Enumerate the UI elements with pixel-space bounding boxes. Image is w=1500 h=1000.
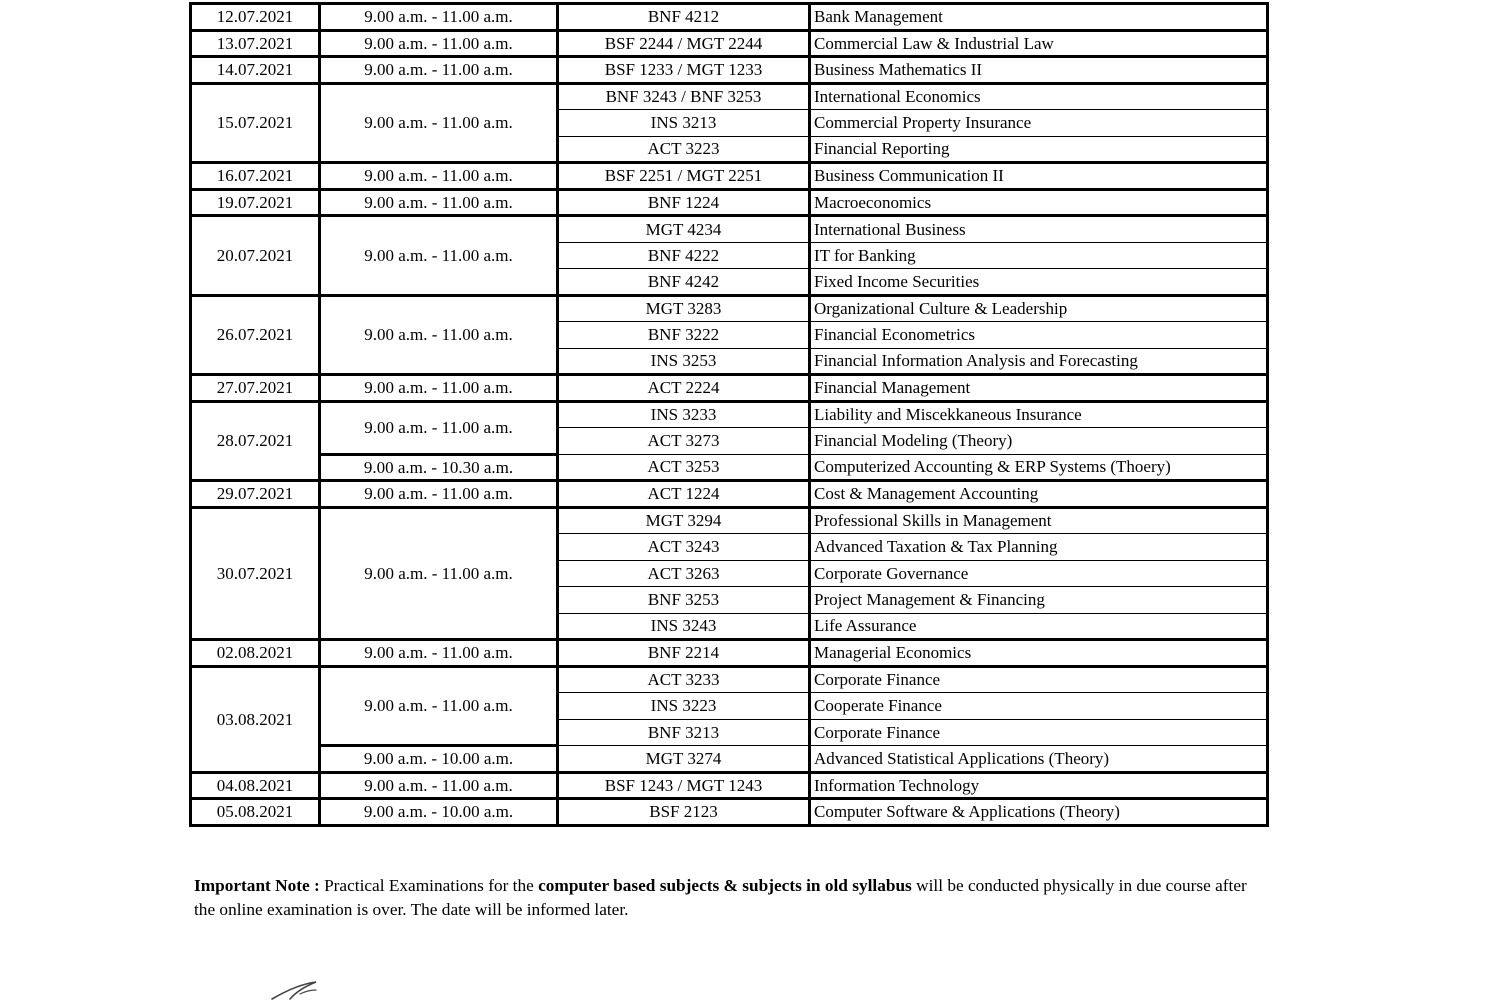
exam-time: 9.00 a.m. - 11.00 a.m. [320,295,558,375]
exam-date: 16.07.2021 [191,163,320,190]
subject-code: BNF 3253 [558,587,810,614]
subject-code: ACT 3273 [558,428,810,455]
exam-date: 03.08.2021 [191,666,320,772]
subject-code: ACT 3233 [558,666,810,693]
exam-time: 9.00 a.m. - 10.00 a.m. [320,799,558,826]
subject-name: Cost & Management Accounting [810,481,1268,508]
subject-code: ACT 3243 [558,534,810,561]
table-row [191,57,1268,84]
exam-time: 9.00 a.m. - 11.00 a.m. [320,401,558,454]
exam-time: 9.00 a.m. - 10.30 a.m. [320,454,558,481]
subject-name: Macroeconomics [810,189,1268,216]
exam-time: 9.00 a.m. - 11.00 a.m. [320,189,558,216]
subject-code: BNF 4242 [558,269,810,296]
exam-date: 14.07.2021 [191,57,320,84]
subject-code: BSF 1233 / MGT 1233 [558,57,810,84]
subject-name: Financial Information Analysis and Forecasting [810,348,1268,375]
subject-name: IT for Banking [810,242,1268,269]
table-row [191,189,1268,216]
subject-code: MGT 4234 [558,216,810,243]
table-row [191,799,1268,826]
subject-code: BNF 4222 [558,242,810,269]
exam-time: 9.00 a.m. - 10.00 a.m. [320,746,558,773]
subject-code: MGT 3274 [558,746,810,773]
exam-date: 15.07.2021 [191,83,320,163]
subject-code: BSF 1243 / MGT 1243 [558,772,810,799]
table-row [191,666,1268,693]
subject-code: INS 3233 [558,401,810,428]
subject-code: ACT 2224 [558,375,810,402]
exam-time: 9.00 a.m. - 11.00 a.m. [320,375,558,402]
table-row [191,4,1268,31]
subject-name: Corporate Finance [810,666,1268,693]
subject-name: International Economics [810,83,1268,110]
exam-date: 20.07.2021 [191,216,320,296]
subject-name: Business Communication II [810,163,1268,190]
subject-name: Corporate Finance [810,719,1268,746]
exam-time: 9.00 a.m. - 11.00 a.m. [320,83,558,163]
exam-date: 05.08.2021 [191,799,320,826]
exam-time: 9.00 a.m. - 11.00 a.m. [320,481,558,508]
signature-mark [270,978,330,1000]
subject-code: BSF 2244 / MGT 2244 [558,30,810,57]
subject-code: INS 3243 [558,613,810,640]
table-row [191,163,1268,190]
subject-code: BNF 2214 [558,640,810,667]
subject-name: Professional Skills in Management [810,507,1268,534]
subject-name: Business Mathematics II [810,57,1268,84]
table-row [191,83,1268,110]
exam-date: 04.08.2021 [191,772,320,799]
table-row [191,295,1268,322]
exam-date: 27.07.2021 [191,375,320,402]
table-row [191,30,1268,57]
exam-date: 28.07.2021 [191,401,320,481]
table-row [191,507,1268,534]
subject-name: Managerial Economics [810,640,1268,667]
subject-name: Commercial Property Insurance [810,110,1268,137]
subject-name: Organizational Culture & Leadership [810,295,1268,322]
subject-name: Advanced Taxation & Tax Planning [810,534,1268,561]
exam-time: 9.00 a.m. - 11.00 a.m. [320,772,558,799]
subject-name: Computer Software & Applications (Theory) [810,799,1268,826]
table-row [191,375,1268,402]
subject-code: BNF 3222 [558,322,810,349]
subject-code: INS 3223 [558,693,810,720]
exam-time: 9.00 a.m. - 11.00 a.m. [320,640,558,667]
subject-name: Financial Modeling (Theory) [810,428,1268,455]
subject-code: BSF 2123 [558,799,810,826]
subject-code: BNF 1224 [558,189,810,216]
note-text-part-2: will be conducted physically in due course after the online examination is over. The date will be informed later. [194,876,1247,919]
subject-name: Commercial Law & Industrial Law [810,30,1268,57]
exam-time: 9.00 a.m. - 11.00 a.m. [320,216,558,296]
important-note [194,874,1264,922]
subject-code: MGT 3294 [558,507,810,534]
exam-time: 9.00 a.m. - 11.00 a.m. [320,30,558,57]
subject-code: ACT 3263 [558,560,810,587]
table-row [191,640,1268,667]
subject-code: INS 3253 [558,348,810,375]
subject-name: Financial Econometrics [810,322,1268,349]
subject-code: ACT 3253 [558,454,810,481]
subject-code: BNF 3213 [558,719,810,746]
subject-code: BNF 4212 [558,4,810,31]
exam-date: 12.07.2021 [191,4,320,31]
subject-name: Corporate Governance [810,560,1268,587]
subject-code: ACT 1224 [558,481,810,508]
table-row [191,216,1268,243]
subject-name: Financial Management [810,375,1268,402]
subject-code: MGT 3283 [558,295,810,322]
exam-date: 19.07.2021 [191,189,320,216]
exam-time: 9.00 a.m. - 11.00 a.m. [320,507,558,640]
exam-time: 9.00 a.m. - 11.00 a.m. [320,666,558,746]
exam-time: 9.00 a.m. - 11.00 a.m. [320,4,558,31]
table-row [191,401,1268,428]
subject-code: BSF 2251 / MGT 2251 [558,163,810,190]
exam-date: 02.08.2021 [191,640,320,667]
subject-name: Advanced Statistical Applications (Theory) [810,746,1268,773]
table-row [191,481,1268,508]
subject-code: ACT 3223 [558,136,810,163]
note-label: Important Note : [194,876,320,895]
exam-date: 30.07.2021 [191,507,320,640]
subject-name: International Business [810,216,1268,243]
exam-date: 26.07.2021 [191,295,320,375]
exam-time: 9.00 a.m. - 11.00 a.m. [320,163,558,190]
subject-code: BNF 3243 / BNF 3253 [558,83,810,110]
subject-name: Life Assurance [810,613,1268,640]
subject-name: Liability and Miscekkaneous Insurance [810,401,1268,428]
exam-timetable [189,2,1269,827]
table-row [191,772,1268,799]
table-row [191,454,1268,481]
subject-name: Information Technology [810,772,1268,799]
exam-date: 13.07.2021 [191,30,320,57]
note-emphasis: computer based subjects & subjects in old syllabus [538,876,912,895]
subject-name: Fixed Income Securities [810,269,1268,296]
table-row [191,746,1268,773]
note-text-part-1: Practical Examinations for the [319,876,539,895]
subject-name: Bank Management [810,4,1268,31]
exam-date: 29.07.2021 [191,481,320,508]
exam-time: 9.00 a.m. - 11.00 a.m. [320,57,558,84]
subject-name: Cooperate Finance [810,693,1268,720]
subject-code: INS 3213 [558,110,810,137]
subject-name: Project Management & Financing [810,587,1268,614]
subject-name: Computerized Accounting & ERP Systems (Thoery) [810,454,1268,481]
subject-name: Financial Reporting [810,136,1268,163]
